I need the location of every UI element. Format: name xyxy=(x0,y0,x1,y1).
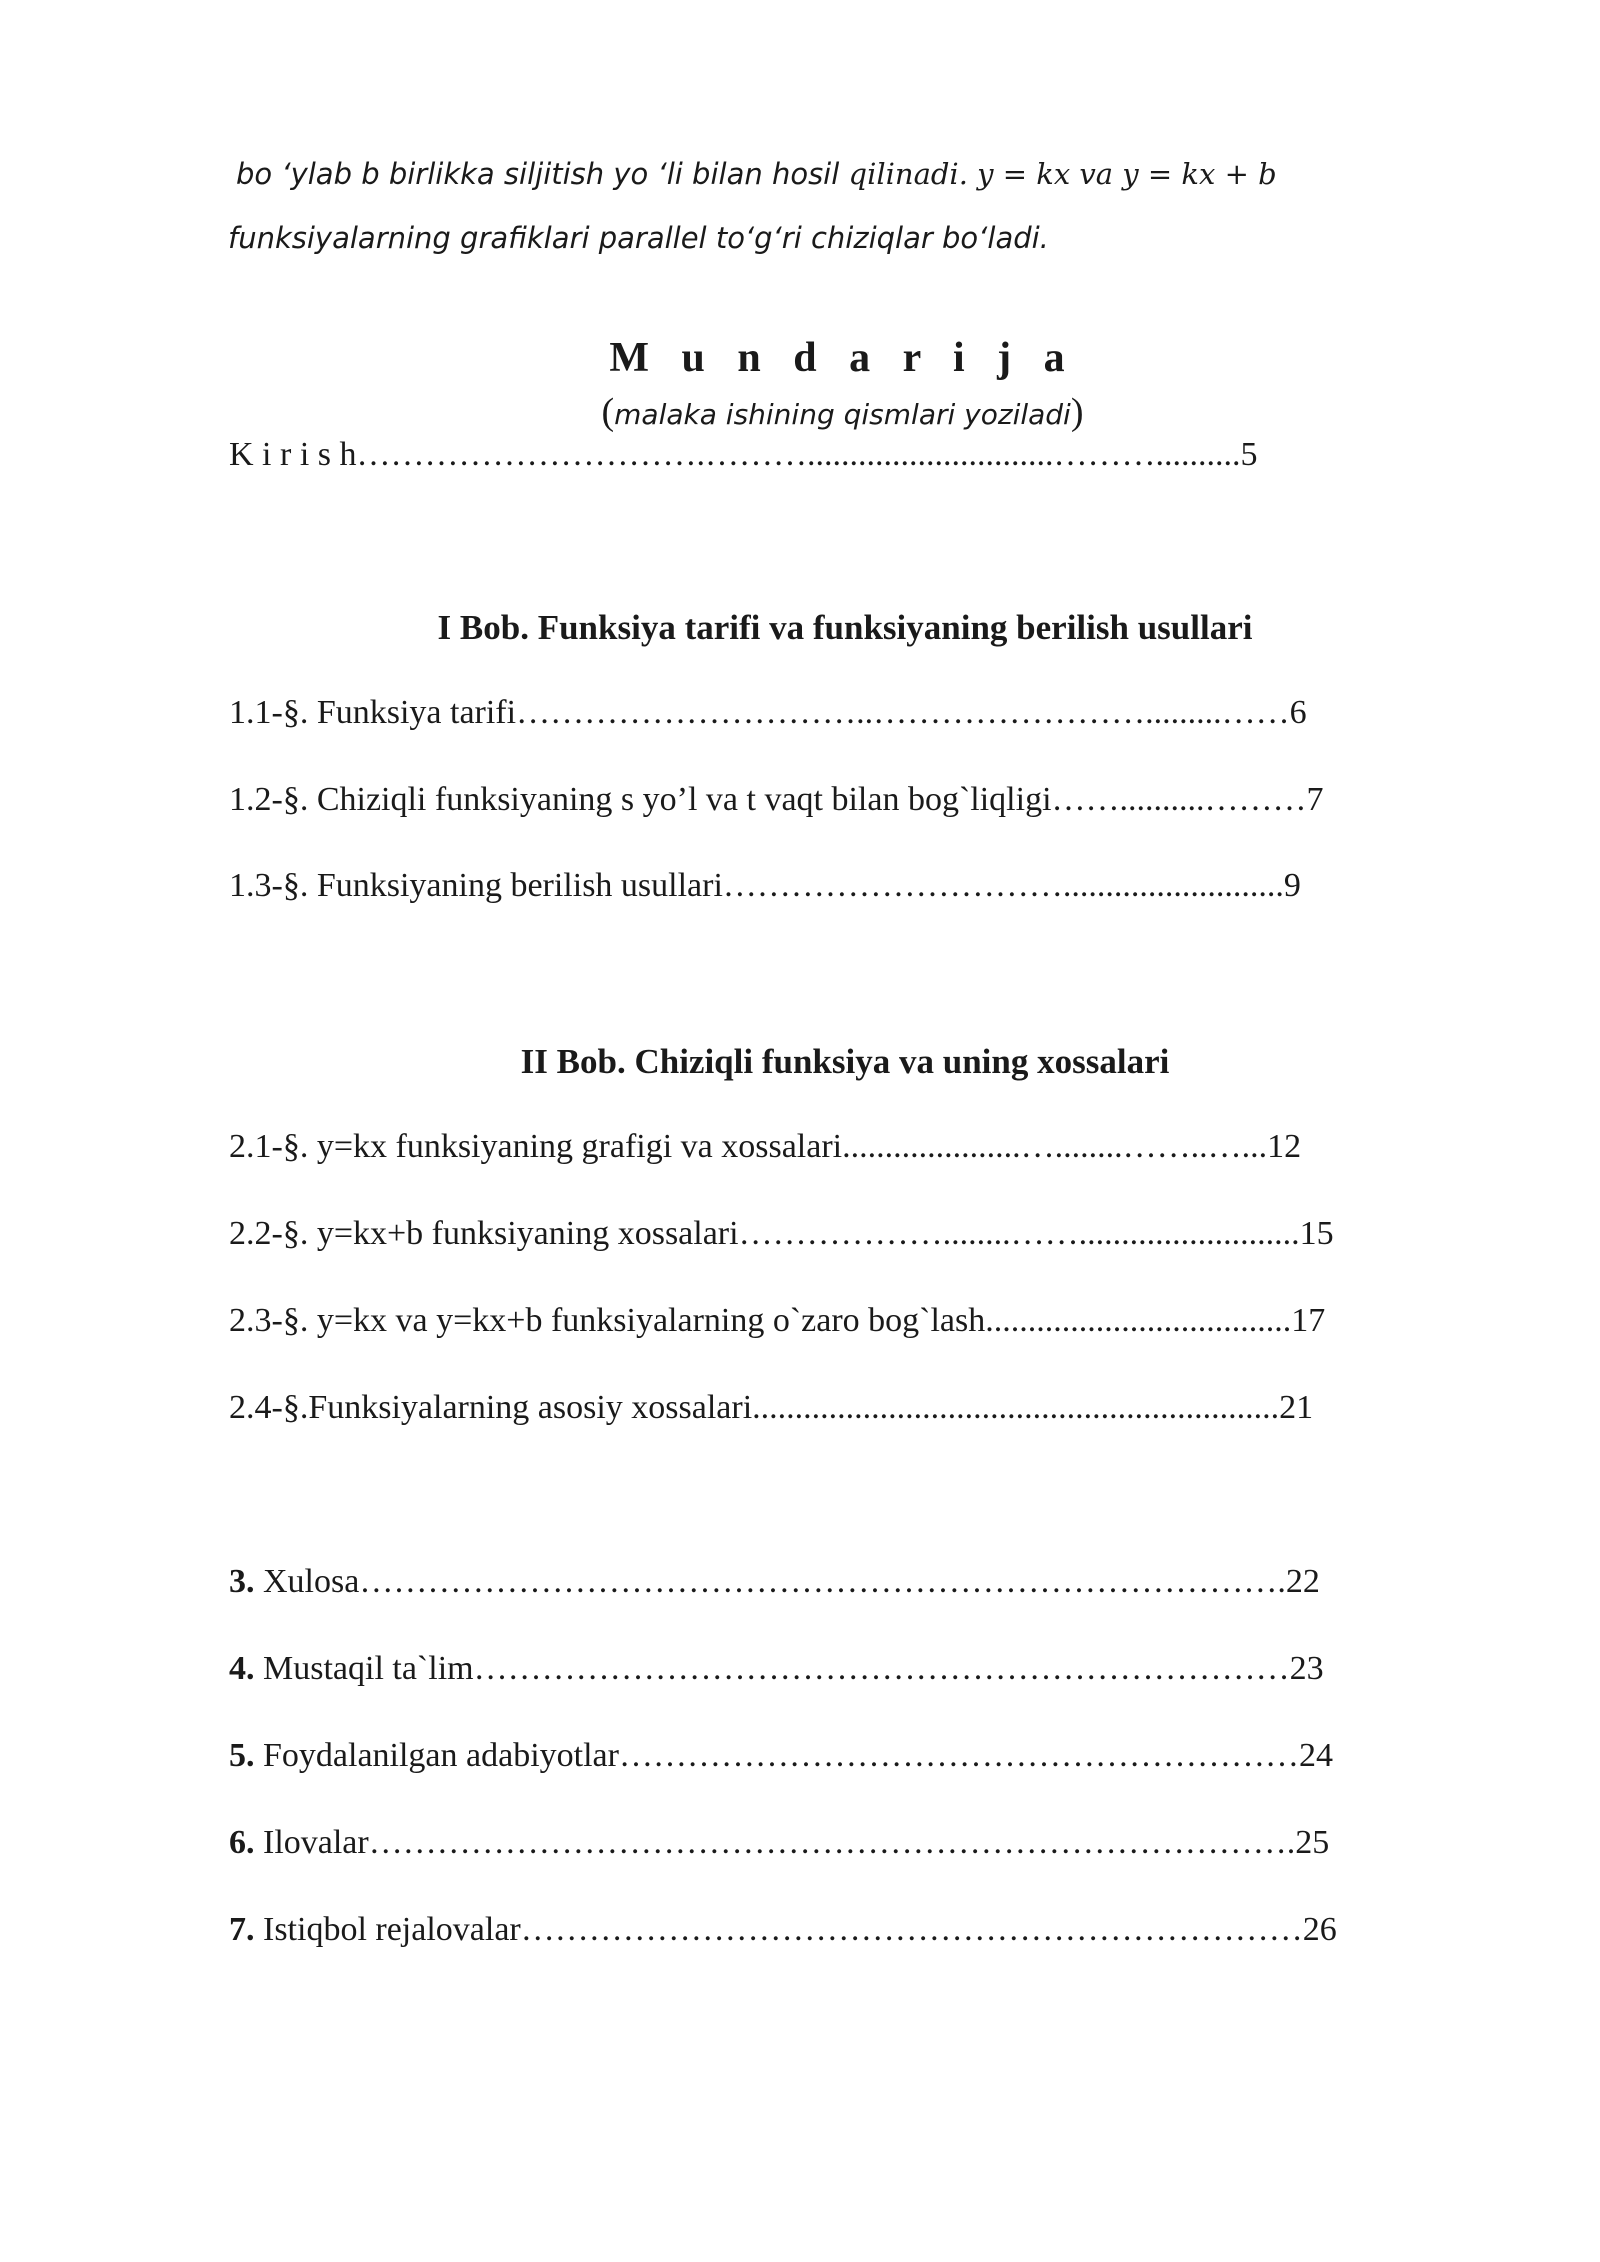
toc-entry-6-text: Ilovalar……………………………………………………………………….25 xyxy=(254,1824,1330,1861)
toc-entry-4 xyxy=(229,1650,1324,1688)
toc-entry-7-num: 7. xyxy=(229,1911,255,1948)
toc-entry-5 xyxy=(229,1737,1333,1775)
toc-entry-1-1: 1.1-§. Funksiya tarifi…………………………..…………………….........……6 xyxy=(229,694,1307,731)
toc-subtitle xyxy=(0,390,1600,434)
toc-entry-3-num: 3. xyxy=(229,1563,255,1600)
subtitle-open-paren: ( xyxy=(601,391,615,433)
chapter-1-title: I Bob. Funksiya tarifi va funksiyaning berilish usullari xyxy=(437,608,1253,647)
toc-entry-4-text: Mustaqil ta`lim………………………………………………………………23 xyxy=(254,1650,1324,1687)
toc-entry-6 xyxy=(229,1824,1329,1862)
toc-entry-5-num: 5. xyxy=(229,1737,255,1774)
toc-entry-2-1: 2.1-§. y=kx funksiyaning grafigi va xossalari.....................…........……..…...12 xyxy=(229,1128,1302,1165)
intro-line-1-math: qilinadi. y = kx va y = kx + b xyxy=(848,157,1277,191)
intro-line-1-text: bo ‘ylab b birlikka siljitish yo ‘li bilan hosil xyxy=(236,157,849,191)
intro-line-2: funksiyalarning grafiklari parallel to‘g‘ri chiziqlar bo‘ladi. xyxy=(228,221,1049,255)
subtitle-close-paren: ) xyxy=(1070,391,1084,433)
toc-entry-2-2: 2.2-§. y=kx+b funksiyaning xossalari………………........……..........................15 xyxy=(229,1215,1334,1252)
subtitle-text: malaka ishining qismlari yoziladi xyxy=(614,398,1071,431)
toc-title: M u n d a r i j a xyxy=(609,335,1076,381)
chapter-2-title: II Bob. Chiziqli funksiya va uning xossalari xyxy=(520,1042,1170,1081)
toc-entry-1-2: 1.2-§. Chiziqli funksiyaning s yo’l va t vaqt bilan bog`liqligi……..........………7 xyxy=(229,781,1324,818)
toc-entry-5-text: Foydalanilgan adabiyotlar……………………………………………………24 xyxy=(254,1737,1333,1774)
toc-entry-2-4: 2.4-§.Funksiyalarning asosiy xossalari..............................................................21 xyxy=(229,1389,1314,1426)
toc-entry-3 xyxy=(229,1563,1320,1601)
toc-entry-2-3: 2.3-§. y=kx va y=kx+b funksiyalarning o`zaro bog`lash....................................17 xyxy=(229,1302,1326,1339)
toc-entry-7-text: Istiqbol rejalovalar……………………………………………………………26 xyxy=(254,1911,1337,1948)
toc-entry-intro: K i r i s h………………………….……….............................………..........5 xyxy=(229,436,1258,473)
toc-entry-4-num: 4. xyxy=(229,1650,255,1687)
intro-line-1 xyxy=(236,142,1277,206)
toc-entry-6-num: 6. xyxy=(229,1824,255,1861)
toc-entry-7 xyxy=(229,1911,1337,1949)
toc-entry-1-3: 1.3-§. Funksiyaning berilish usullari…………………………..........................9 xyxy=(229,867,1301,904)
toc-entry-3-text: Xulosa……………………………………………………………………….22 xyxy=(254,1563,1320,1600)
